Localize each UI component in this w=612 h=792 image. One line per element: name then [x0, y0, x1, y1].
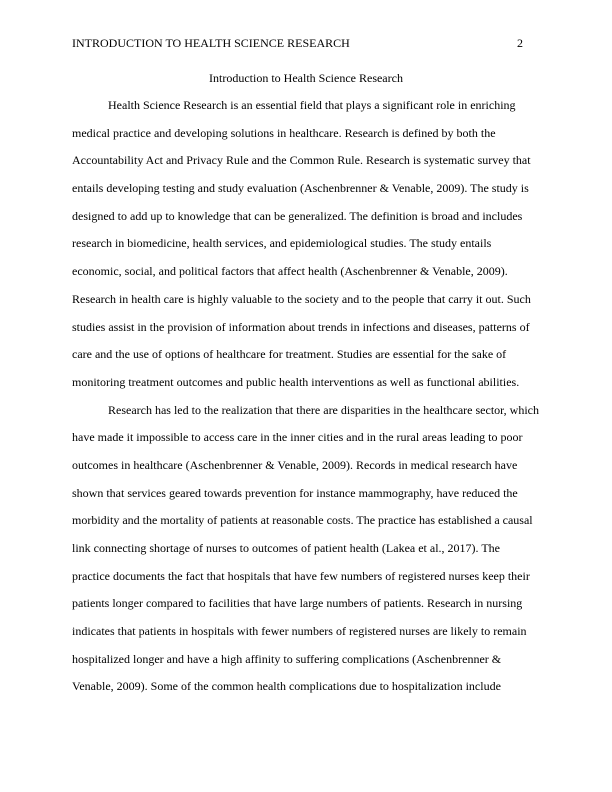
paragraph-line: Health Science Research is an essential field that plays a significant role in enriching	[108, 98, 516, 112]
paragraph-line: Research has led to the realization that there are disparities in the healthcare sector, which	[108, 402, 539, 417]
paragraph-line: morbidity and the mortality of patients at reasonable costs. The practice has established a causal	[72, 513, 533, 528]
paragraph-line: indicates that patients in hospitals with fewer numbers of registered nurses are likely to remain	[72, 624, 527, 639]
paragraph-line: have made it impossible to access care in the inner cities and in the rural areas leading to poor	[72, 430, 523, 445]
paragraph-line: entails developing testing and study evaluation (Aschenbrenner & Venable, 2009). The study is	[72, 181, 529, 196]
paragraph-line: designed to add up to knowledge that can be generalized. The definition is broad and includes	[72, 208, 523, 223]
paragraph-2	[72, 403, 540, 708]
paragraph-line: Venable, 2009). Some of the common health complications due to hospitalization include	[72, 679, 501, 694]
paragraph-line: practice documents the fact that hospitals that have few numbers of registered nurses keep their	[72, 568, 530, 583]
paragraph-line: hospitalized longer and have a high affinity to suffering complications (Aschenbrenner &	[72, 651, 502, 666]
paragraph-line: Accountability Act and Privacy Rule and the Common Rule. Research is systematic survey that	[72, 153, 531, 168]
paragraph-line: studies assist in the provision of information about trends in infections and diseases, patterns of	[72, 319, 530, 334]
document-title: Introduction to Health Science Research	[209, 71, 403, 85]
paragraph-line: medical practice and developing solutions in healthcare. Research is defined by both the	[72, 125, 496, 140]
page-number: 2	[517, 36, 523, 50]
paragraph-line: research in biomedicine, health services, and epidemiological studies. The study entails	[72, 236, 492, 251]
running-head: INTRODUCTION TO HEALTH SCIENCE RESEARCH	[72, 36, 350, 50]
paragraph-1	[72, 98, 540, 403]
paragraph-line: link connecting shortage of nurses to outcomes of patient health (Lakea et al., 2017). The	[72, 541, 500, 555]
paragraph-line: outcomes in healthcare (Aschenbrenner & Venable, 2009). Records in medical research have	[72, 457, 518, 472]
body-text	[72, 98, 540, 707]
paragraph-line: Research in health care is highly valuable to the society and to the people that carry it out. Such	[72, 291, 531, 306]
paragraph-line: care and the use of options of healthcare for treatment. Studies are essential for the sake of	[72, 347, 507, 362]
paragraph-line: patients longer compared to facilities that have large numbers of patients. Research in nursing	[72, 596, 523, 611]
paragraph-line: monitoring treatment outcomes and public health interventions as well as functional abilities.	[72, 374, 520, 389]
paragraph-line: economic, social, and political factors that affect health (Aschenbrenner & Venable, 2009).	[72, 264, 508, 279]
paragraph-line: shown that services geared towards prevention for instance mammography, have reduced the	[72, 485, 518, 500]
